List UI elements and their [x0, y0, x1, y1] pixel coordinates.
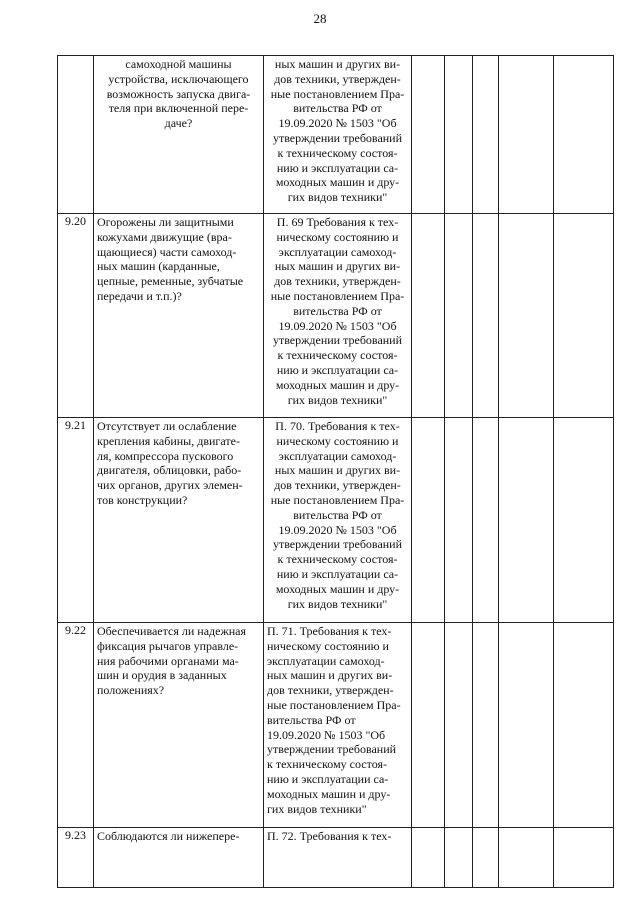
reference-cell: [264, 214, 412, 418]
extra-cell[interactable]: [554, 418, 614, 623]
answer-yes-cell[interactable]: [412, 828, 445, 888]
answer-no-cell[interactable]: [445, 418, 473, 623]
page-number: 28: [313, 11, 327, 26]
question-text: самоходной машины устройства, исключающего возможность запуска двига- теля при включенной пере- даче?: [106, 57, 251, 131]
question-text: Огорожены ли защитными кожухами движущие (вра- щающиеся) части самоход- ных машин (карданные, цепные, ременные, зубчатые передачи и т.п.)?: [97, 215, 244, 303]
row-number: [58, 56, 94, 214]
reference-cell: [264, 418, 412, 623]
note-cell[interactable]: [499, 623, 554, 828]
table-row: [58, 56, 614, 214]
table-row: [58, 214, 614, 418]
answer-na-cell[interactable]: [473, 214, 499, 418]
question-cell: [94, 418, 264, 623]
reference-cell: [264, 828, 412, 888]
answer-no-cell[interactable]: [445, 56, 473, 214]
reference-text: ных машин и других ви- дов техники, утвержден- ные постановлением Пра- вительства РФ от 19.09.2020 № 1503 "Об утверждении требований к техническому состоя- нию и эксплуатации са- моходных машин и дру- гих видов техники": [270, 57, 405, 205]
reference-text: П. 71. Требования к тех- ническому состоянию и эксплуатации самоход- ных машин и других ви- дов техники, утвержден- ные постановлением Пра- вительства РФ от 19.09.2020 № 1503 "Об утверждении требований к техническому состоя- нию и эксплуатации са- моходных машин и дру- гих видов техники": [267, 624, 401, 816]
question-text: Соблюдаются ли нижепере-: [97, 829, 240, 843]
answer-yes-cell[interactable]: [412, 418, 445, 623]
row-number: 9.21: [58, 418, 94, 623]
answer-yes-cell[interactable]: [412, 214, 445, 418]
extra-cell[interactable]: [554, 214, 614, 418]
question-cell: [94, 214, 264, 418]
answer-na-cell[interactable]: [473, 56, 499, 214]
note-cell[interactable]: [499, 418, 554, 623]
extra-cell[interactable]: [554, 56, 614, 214]
answer-na-cell[interactable]: [473, 418, 499, 623]
reference-text: П. 69 Требования к тех- ническому состоянию и эксплуатации самоход- ных машин и других ви- дов техники, утвержден- ные постановлением Пра- вительства РФ от 19.09.2020 № 1503 "Об утверждении требований к техническому состоя- нию и эксплуатации са- моходных машин и дру- гих видов техники": [270, 215, 405, 407]
reference-cell: [264, 56, 412, 214]
row-number: 9.20: [58, 214, 94, 418]
answer-yes-cell[interactable]: [412, 623, 445, 828]
answer-na-cell[interactable]: [473, 623, 499, 828]
question-cell: [94, 623, 264, 828]
table-row: [58, 418, 614, 623]
answer-no-cell[interactable]: [445, 828, 473, 888]
question-cell: [94, 56, 264, 214]
answer-yes-cell[interactable]: [412, 56, 445, 214]
row-number: 9.23: [58, 828, 94, 888]
question-cell: [94, 828, 264, 888]
row-number: 9.22: [58, 623, 94, 828]
reference-text: П. 70. Требования к тех- ническому состоянию и эксплуатации самоход- ных машин и других ви- дов техники, утвержден- ные постановлением Пра- вительства РФ от 19.09.2020 № 1503 "Об утверждении требований к техническому состоя- нию и эксплуатации са- моходных машин и дру- гих видов техники": [270, 419, 405, 611]
extra-cell[interactable]: [554, 828, 614, 888]
answer-no-cell[interactable]: [445, 623, 473, 828]
question-text: Отсутствует ли ослабление крепления кабины, двигате- ля, компрессора пускового двигателя, облицовки, рабо- чих органов, других элемен- тов конструкции?: [97, 419, 243, 507]
question-text: Обеспечивается ли надежная фиксация рычагов управле- ния рабочими органами ма- шин и орудия в заданных положениях?: [97, 624, 247, 698]
table-row: [58, 828, 614, 888]
extra-cell[interactable]: [554, 623, 614, 828]
table-row: [58, 623, 614, 828]
note-cell[interactable]: [499, 828, 554, 888]
answer-no-cell[interactable]: [445, 214, 473, 418]
note-cell[interactable]: [499, 214, 554, 418]
checklist-table: [57, 55, 614, 888]
answer-na-cell[interactable]: [473, 828, 499, 888]
reference-cell: [264, 623, 412, 828]
reference-text: П. 72. Требования к тех-: [267, 829, 392, 843]
note-cell[interactable]: [499, 56, 554, 214]
